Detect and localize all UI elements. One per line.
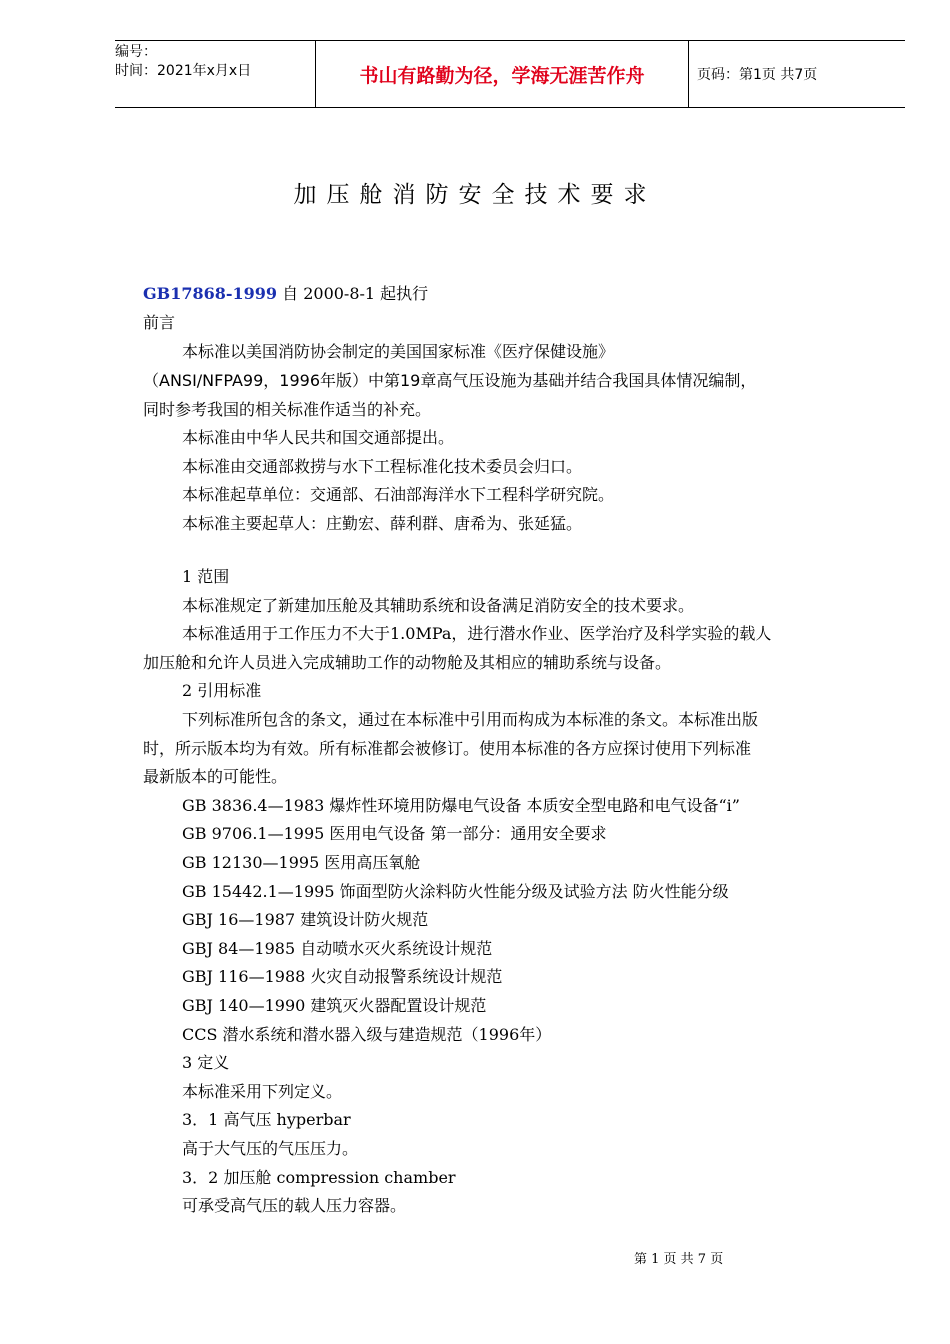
header-meta bbox=[115, 41, 315, 107]
definition-term: 3．1 高气压 hyperbar bbox=[182, 1110, 351, 1129]
body-line: 加压舱和允许人员进入完成辅助工作的动物舱及其相应的辅助系统与设备。 bbox=[143, 653, 672, 672]
body-line: 本标准采用下列定义。 bbox=[182, 1082, 343, 1101]
page-header bbox=[115, 40, 905, 108]
foreword-line: 本标准由中华人民共和国交通部提出。 bbox=[182, 428, 455, 447]
foreword-line: （ANSI/NFPA99，1996年版）中第19章高气压设施为基础并结合我国具体情况编制， bbox=[143, 371, 757, 390]
foreword-line: 本标准由交通部救捞与水下工程标准化技术委员会归口。 bbox=[182, 457, 583, 476]
foreword-line: 本标准起草单位：交通部、石油部海洋水下工程科学研究院。 bbox=[182, 485, 615, 504]
reference-standard: GB 15442.1—1995 饰面型防火涂料防火性能分级及试验方法 防火性能分级 bbox=[182, 882, 729, 901]
standard-effective-date: 自 2000-8-1 起执行 bbox=[277, 284, 429, 303]
section-heading: 1 范围 bbox=[182, 567, 230, 586]
reference-standard: CCS 潜水系统和潜水器入级与建造规范（1996年） bbox=[182, 1025, 552, 1044]
standard-code: GB17868-1999 bbox=[143, 284, 278, 303]
body-line: 时，所示版本均为有效。所有标准都会被修订。使用本标准的各方应探讨使用下列标准 bbox=[143, 739, 752, 758]
page-footer: 第 1 页 共 7 页 bbox=[634, 1252, 724, 1267]
foreword-line: 同时参考我国的相关标准作适当的补充。 bbox=[143, 400, 432, 419]
reference-standard: GBJ 140—1990 建筑灭火器配置设计规范 bbox=[182, 996, 487, 1015]
foreword-line: 本标准以美国消防协会制定的美国国家标准《医疗保健设施》 bbox=[182, 342, 615, 361]
reference-standard: GB 9706.1—1995 医用电气设备 第一部分：通用安全要求 bbox=[182, 824, 607, 843]
reference-standard: GBJ 16—1987 建筑设计防火规范 bbox=[182, 910, 429, 929]
document-title: 加压舱消防安全技术要求 bbox=[293, 182, 657, 208]
section-heading: 3 定义 bbox=[182, 1053, 230, 1072]
reference-standard: GBJ 84—1985 自动喷水灭火系统设计规范 bbox=[182, 939, 493, 958]
reference-standard: GB 12130—1995 医用高压氧舱 bbox=[182, 853, 421, 872]
document-time-label: 时间：2021年x月x日 bbox=[115, 63, 252, 79]
document-number-label: 编号： bbox=[115, 44, 157, 60]
foreword-line: 本标准主要起草人：庄勤宏、薛利群、唐希为、张延猛。 bbox=[182, 514, 583, 533]
reference-standard: GB 3836.4—1983 爆炸性环境用防爆电气设备 本质安全型电路和电气设备“i” bbox=[182, 796, 740, 815]
body-line: 本标准适用于工作压力不大于1.0MPa，进行潜水作业、医学治疗及科学实验的载人 bbox=[182, 624, 772, 643]
foreword-heading: 前言 bbox=[143, 313, 176, 332]
definition-term: 3．2 加压舱 compression chamber bbox=[182, 1168, 456, 1187]
body-line: 最新版本的可能性。 bbox=[143, 767, 288, 786]
reference-standard: GBJ 116—1988 火灾自动报警系统设计规范 bbox=[182, 967, 503, 986]
definition-text: 高于大气压的气压压力。 bbox=[182, 1139, 359, 1158]
header-motto: 书山有路勤为径，学海无涯苦作舟 bbox=[315, 41, 689, 107]
section-heading: 2 引用标准 bbox=[182, 681, 262, 700]
definition-text: 可承受高气压的载人压力容器。 bbox=[182, 1196, 407, 1215]
header-page-info: 页码：第1页 共7页 bbox=[697, 67, 818, 83]
body-line: 下列标准所包含的条文，通过在本标准中引用而构成为本标准的条文。本标准出版 bbox=[182, 710, 759, 729]
body-line: 本标准规定了新建加压舱及其辅助系统和设备满足消防安全的技术要求。 bbox=[182, 596, 695, 615]
standard-line bbox=[143, 281, 428, 304]
